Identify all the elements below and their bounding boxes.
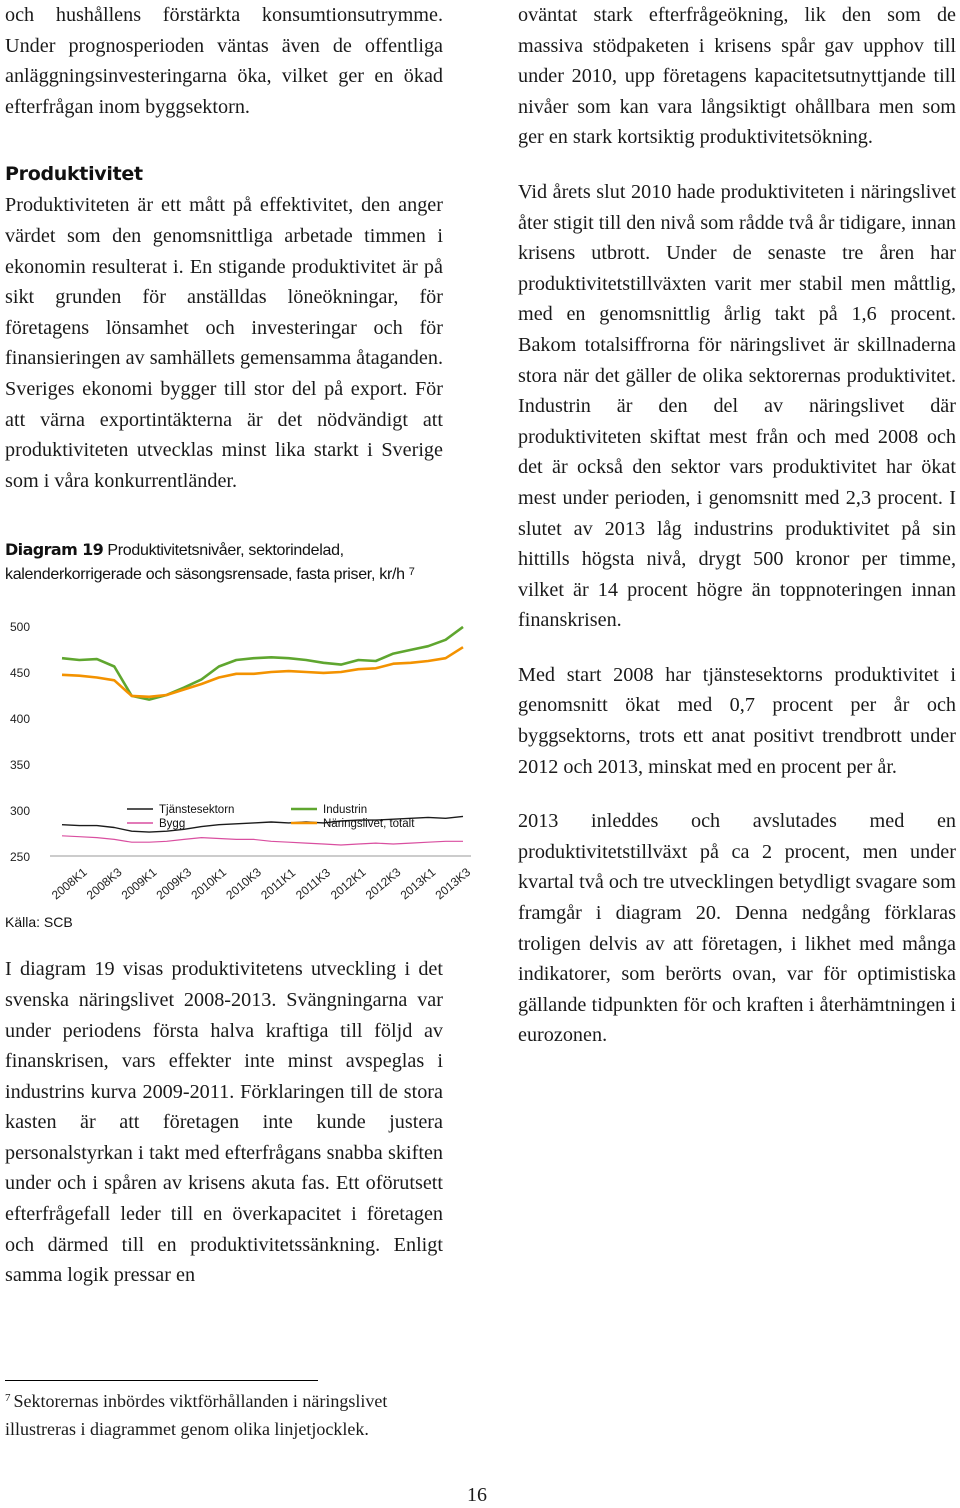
right-column — [518, 0, 956, 1051]
series-line-bygg — [62, 836, 463, 845]
chart-series — [62, 627, 463, 845]
x-tick-label: 2010K1 — [188, 865, 230, 903]
x-tick-label: 2013K3 — [432, 865, 474, 903]
footnote-number: 7 — [5, 1392, 11, 1404]
y-tick-label: 500 — [10, 620, 31, 635]
x-tick-label: 2012K1 — [327, 865, 369, 903]
y-tick-label: 350 — [10, 758, 31, 773]
productivity-chart — [5, 594, 475, 914]
chart-source: Källa: SCB — [5, 914, 73, 931]
right-paragraph-2: Vid årets slut 2010 hade produktiviteten i näringslivet åter stigit till den nivå som rådde två år tidigare, innan krisens utbrott. Under de senaste tre åren har produktivitetstillväxten varit mer stabil men måttlig, med en genomsnittlig årlig takt på 1,6 procent. Bakom totalsiffrorna för näringslivet är skillnaderna stora när det gäller de olika sektorernas produktivitet. Industrin är den del av näringslivet där produktiviteten skiftat mest från och med 2008 och det är också den sektor vars produktivitet har ökat mest under perioden, i genomsnitt med 2,3 procent. I slutet av 2013 låg industrins produktivitet på sin hittills högsta nivå, drygt 500 kronor per timme, vilket är 14 procent högre än toppnoteringen innan finanskrisen. — [518, 180, 956, 632]
y-tick-label: 300 — [10, 804, 31, 819]
x-tick-label: 2011K1 — [258, 865, 299, 903]
x-tick-label: 2009K3 — [153, 865, 195, 903]
legend-label: Tjänstesektorn — [159, 804, 235, 817]
legend-label: Näringslivet, totalt — [323, 818, 415, 831]
footnote-text: Sektorernas inbördes viktförhållanden i näringslivet illustreras i diagrammet genom olika linjetjocklek. — [5, 1391, 388, 1439]
figure-label: Diagram 19 — [5, 540, 104, 560]
productivity-paragraph: Produktiviteten är ett mått på effektivitet, den anger värdet som den genomsnittliga arbetade timmen i ekonomin resulterat i. En stigande produktivitet är på sikt grunden för anställdas löneökningar, för företagens lönsamhet och investeringar och för finansieringen av samhällets gemensamma åtaganden. Sveriges ekonomi bygger till stor del på export. För att värna exportintäkterna är det nödvändigt att produktiviteten utvecklas minst lika starkt i Sverige som i våra konkurrentländer. — [5, 194, 443, 492]
series-line-näringslivet-totalt — [62, 648, 463, 698]
y-tick-label: 450 — [10, 666, 31, 681]
intro-paragraph: och hushållens förstärkta konsumtionsutrymme. Under prognosperioden väntas även de offentliga anläggningsinvesteringarna öka, vilket ger en ökad efterfrågan inom byggsektorn. — [5, 4, 443, 118]
y-tick-label: 400 — [10, 712, 31, 727]
y-tick-label: 250 — [10, 850, 31, 865]
footnote-text-block — [5, 1389, 425, 1441]
right-paragraph-1: oväntat stark efterfrågeökning, lik den som de massiva stödpaketen i krisens spår gav upphov till under 2010, upp företagens kapacitetsutnyttjande till nivåer som kan vara långsiktigt ohållbara men som ger en stark kortsiktig produktivitetsökning. — [518, 4, 956, 149]
figure-caption-text: Produktivitetsnivåer, sektorindelad, kalenderkorrigerade och säsongsrensade, fasta priser, kr/h — [5, 542, 405, 584]
chart-discussion-paragraph: I diagram 19 visas produktivitetens utveckling i det svenska näringslivet 2008-2013. Svängningarna var under periodens första halva kraftiga till följd av finanskrisen, vars effekter inte minst avspeglas i industrins kurva 2009-2011. Förklaringen till de stora kasten är att företagen inte kunde justera personalstyrkan i takt med efterfrågans snabba skiften under och i spåren av krisens akuta fas. Ett oförutsett efterfrågefall leder till en överkapacitet i företagen och därmed till en produktivitetssänkning. Enligt samma logik pressar en — [5, 958, 443, 1287]
x-tick-label: 2012K3 — [362, 865, 404, 903]
x-tick-label: 2008K3 — [83, 865, 125, 903]
footnote-rule — [5, 1380, 318, 1381]
figure-caption — [5, 538, 443, 588]
left-column — [5, 0, 474, 1291]
footnote — [5, 1380, 425, 1441]
x-tick-label: 2011K3 — [293, 865, 334, 903]
x-tick-label: 2013K1 — [397, 865, 439, 903]
x-tick-label: 2010K3 — [223, 865, 264, 903]
x-tick-label: 2009K1 — [118, 865, 160, 903]
section-heading: Produktivitet — [5, 163, 143, 186]
figure-footnote-ref: 7 — [408, 566, 415, 579]
legend-label: Industrin — [323, 804, 368, 817]
x-tick-label: 2008K1 — [48, 865, 90, 903]
legend-label: Bygg — [159, 818, 186, 831]
right-paragraph-3: Med start 2008 har tjänstesektorns produktivitet i genomsnitt ökat med 0,7 procent per år och byggsektorns, trots ett anat positivt trendbrott under 2012 och 2013, minskat med en procent per år. — [518, 663, 956, 778]
chart-legend — [127, 804, 415, 830]
right-paragraph-4: 2013 inleddes och avslutades med en produktivitetstillväxt på ca 2 procent, men under kvartal två och tre utvecklingen betydligt svagare som framgår i diagram 20. Denna nedgång förklaras troligen delvis av att företagen, i likhet med många indikatorer, som berörts ovan, var för optimistiska gällande tidpunkten för och kraften i återhämtningen i eurozonen. — [518, 810, 956, 1047]
chart-x-labels — [49, 865, 474, 903]
page-number: 16 — [467, 1484, 487, 1506]
